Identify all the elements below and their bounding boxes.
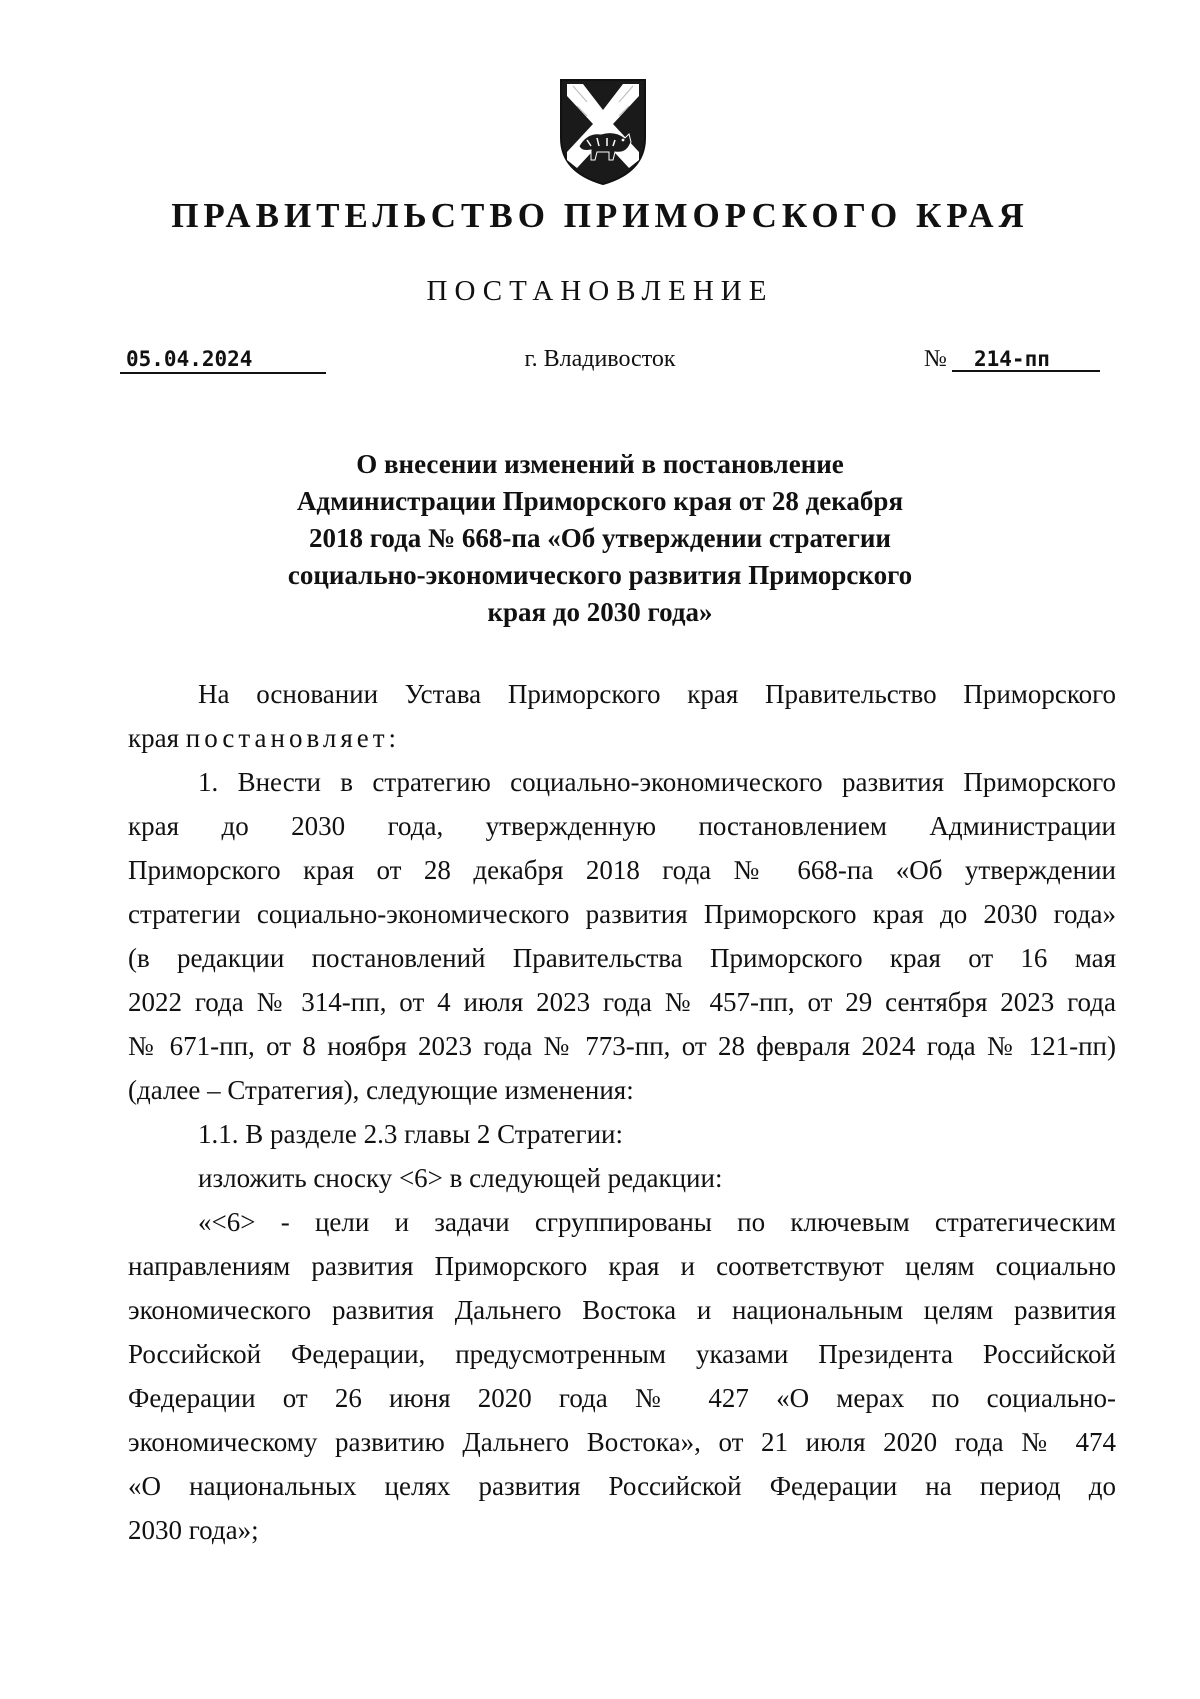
body-line: 1.1. В разделе 2.3 главы 2 Стратегии: [198,1119,623,1149]
coat-of-arms-emblem [557,76,649,188]
body-line: экономического развития Дальнего Востока и национальным целям развития [128,1295,1116,1325]
body-line: 2030 года»; [128,1515,259,1545]
body-line: На основании Устава Приморского края Правительство Приморского [198,679,1116,709]
document-subject [250,446,950,631]
body-line: направлениям развития Приморского края и соответствуют целям социально [128,1251,1116,1281]
body-line: (далее – Стратегия), следующие изменения: [128,1075,634,1105]
subject-line: 2018 года № 668-па «Об утверждении стратегии [309,523,891,553]
document-type-title: ПОСТАНОВЛЕНИЕ [426,275,774,307]
body-line: 1. Внести в стратегию социально-экономического развития Приморского [198,767,1116,797]
resolution-keyword: постановляет: [185,723,401,753]
body-line: Приморского края от 28 декабря 2018 года № 668-па «Об утверждении [128,855,1116,885]
body-text-fragment: края [128,723,186,753]
document-number: 214-пп [952,346,1100,372]
subject-line: Администрации Приморского края от 28 декабря [296,486,904,516]
body-line [128,716,1116,760]
document-date: 05.04.2024 [120,346,326,374]
city-name: г. Владивосток [524,346,676,372]
number-sign: № [924,346,947,372]
subject-line: социально-экономического развития Приморского [287,560,913,590]
body-line: экономическому развитию Дальнего Востока», от 21 июля 2020 года № 474 [128,1427,1116,1457]
subject-line: О внесении изменений в постановление [356,449,844,479]
body-line: № 671-пп, от 8 ноября 2023 года № 773-пп, от 28 февраля 2024 года № 121-пп) [128,1031,1116,1061]
document-body [128,672,1116,1552]
body-line: Российской Федерации, предусмотренным указами Президента Российской [128,1339,1116,1369]
body-line: изложить сноску <6> в следующей редакции: [198,1163,723,1193]
body-line: 2022 года № 314-пп, от 4 июля 2023 года № 457-пп, от 29 сентября 2023 года [128,987,1116,1017]
body-line: (в редакции постановлений Правительства Приморского края от 16 мая [128,943,1116,973]
body-line: Федерации от 26 июня 2020 года № 427 «О мерах по социально- [128,1383,1116,1413]
body-line: «О национальных целях развития Российской Федерации на период до [128,1471,1116,1501]
body-line: стратегии социально-экономического развития Приморского края до 2030 года» [128,899,1116,929]
body-line: «<6> - цели и задачи сгруппированы по ключевым стратегическим [198,1207,1116,1237]
body-line: края до 2030 года, утвержденную постановлением Администрации [128,811,1116,841]
government-title: ПРАВИТЕЛЬСТВО ПРИМОРСКОГО КРАЯ [171,196,1029,235]
subject-line: края до 2030 года» [487,597,713,627]
